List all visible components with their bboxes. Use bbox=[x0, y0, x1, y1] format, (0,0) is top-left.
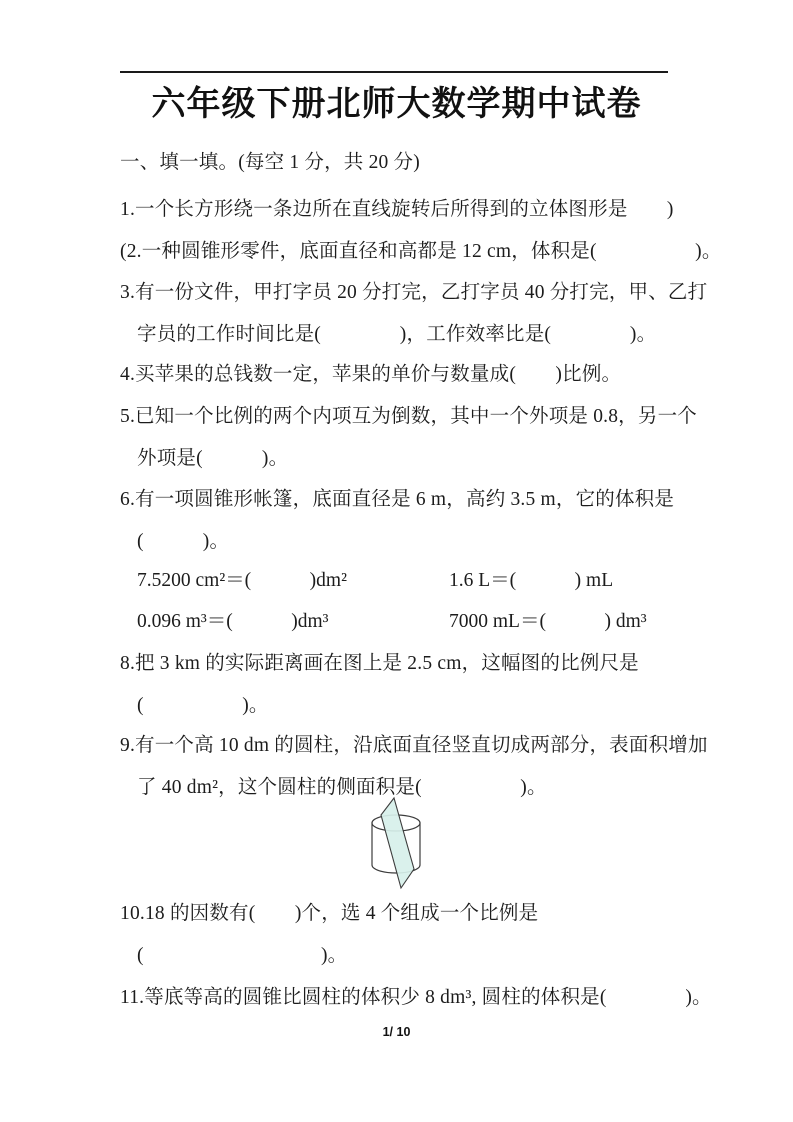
question-8-line-2: ( )。 bbox=[137, 695, 269, 716]
question-1-line-1: 1.一个长方形绕一条边所在直线旋转后所得到的立体图形是 ) bbox=[120, 199, 674, 220]
question-5-line-1: 5.已知一个比例的两个内项互为倒数，其中一个外项是 0.8，另一个 bbox=[120, 406, 697, 427]
question-7-row-2-right: 7000 mL＝( ) dm³ bbox=[449, 611, 647, 632]
question-9-line-2: 了 40 dm²，这个圆柱的侧面积是( )。 bbox=[137, 777, 547, 798]
question-7-row-1-right: 1.6 L＝( ) mL bbox=[449, 570, 614, 591]
page-title: 六年级下册北师大数学期中试卷 bbox=[151, 85, 642, 123]
question-3-line-2: 字员的工作时间比是( )，工作效率比是( )。 bbox=[137, 324, 657, 345]
question-4-line-1: 4.买苹果的总钱数一定，苹果的单价与数量成( )比例。 bbox=[120, 364, 622, 385]
question-10-line-2: ( )。 bbox=[137, 945, 348, 966]
page-number: 1/ 10 bbox=[382, 1025, 411, 1039]
question-8-line-1: 8.把 3 km 的实际距离画在图上是 2.5 cm，这幅图的比例尺是 bbox=[120, 653, 639, 674]
cylinder-cut-figure bbox=[364, 793, 428, 893]
question-11-line-1: 11.等底等高的圆锥比圆柱的体积少 8 dm³, 圆柱的体积是( )。 bbox=[120, 987, 712, 1008]
question-7-row-2-left: 0.096 m³＝( )dm³ bbox=[137, 611, 329, 632]
question-9-line-1: 9.有一个高 10 dm 的圆柱，沿底面直径竖直切成两部分，表面积增加 bbox=[120, 735, 708, 756]
question-6-line-1: 6.有一项圆锥形帐篷，底面直径是 6 m，高约 3.5 m，它的体积是 bbox=[120, 489, 675, 510]
section-heading: 一、填一填。(每空 1 分，共 20 分) bbox=[120, 152, 420, 173]
question-6-line-2: ( )。 bbox=[137, 531, 230, 552]
question-7-row-2 bbox=[137, 608, 793, 636]
question-2-line-1: (2.一种圆锥形零件，底面直径和高都是 12 cm，体积是( )。 bbox=[120, 241, 722, 262]
question-10-line-1: 10.18 的因数有( )个，选 4 个组成一个比例是 bbox=[120, 903, 539, 924]
question-7-row-1 bbox=[137, 567, 793, 595]
title-rule bbox=[120, 71, 668, 73]
question-7-row-1-left: 7.5200 cm²＝( )dm² bbox=[137, 570, 347, 591]
question-3-line-1: 3.有一份文件，甲打字员 20 分打完，乙打字员 40 分打完，甲、乙打 bbox=[120, 282, 708, 303]
question-5-line-2: 外项是( )。 bbox=[137, 448, 289, 469]
